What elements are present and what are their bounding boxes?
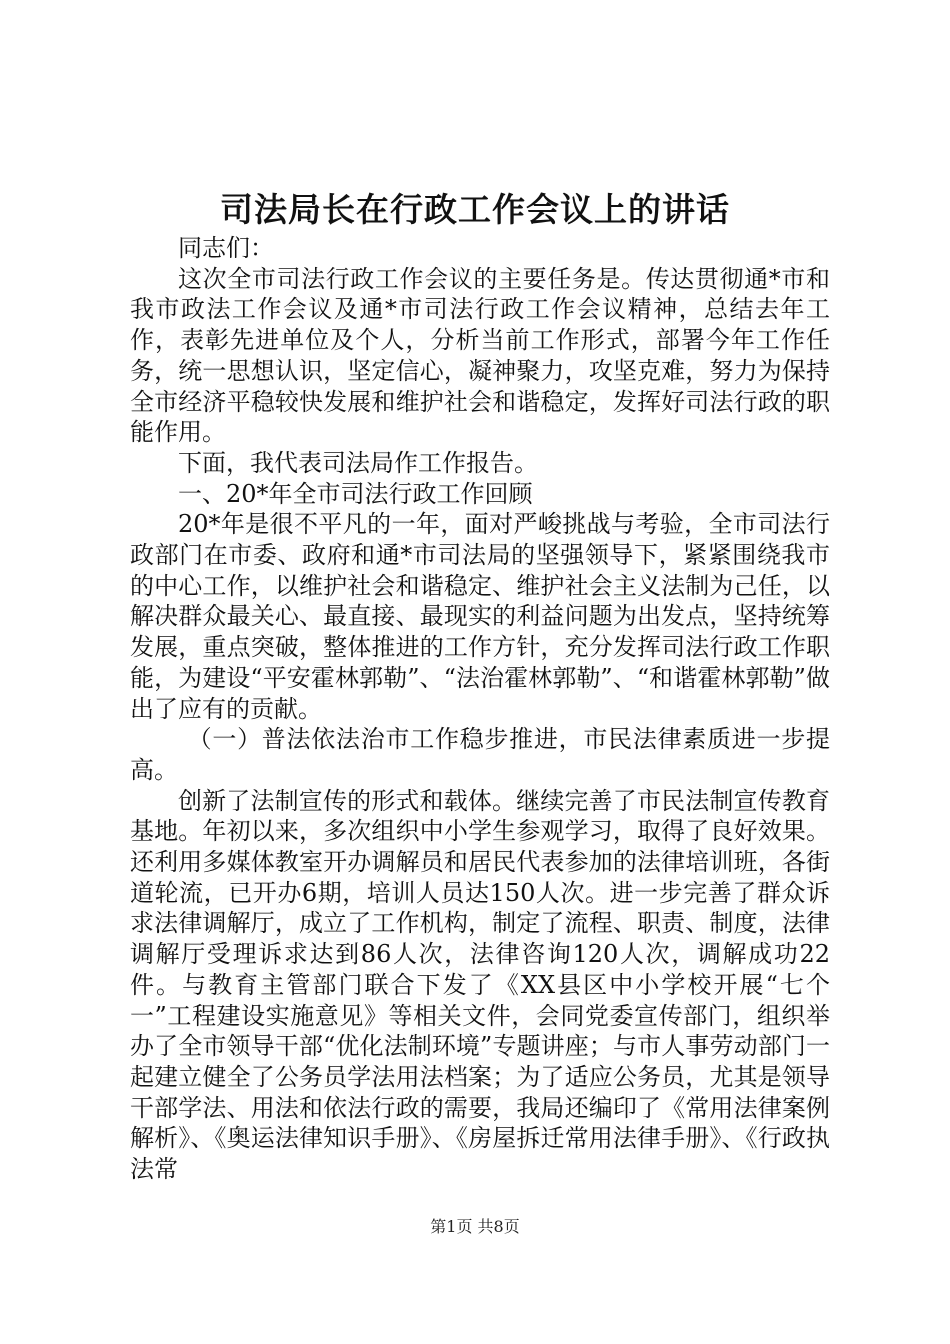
body-paragraph: 这次全市司法行政工作会议的主要任务是。传达贯彻通*市和我市政法工作会议及通*市司法行政工作会议精神，总结去年工作，表彰先进单位及个人，分析当前工作形式，部署今年工作任务，统一思想认识，坚定信心，凝神聚力，攻坚克难，努力为保持全市经济平稳较快发展和维护社会和谐稳定，发挥好司法行政的职能作用。 — [130, 264, 830, 447]
body-paragraph: 20*年是很不平凡的一年，面对严峻挑战与考验，全市司法行政部门在市委、政府和通*市司法局的坚强领导下，紧紧围绕我市的中心工作，以维护社会和谐稳定、维护社会主义法制为己任，以解决群众最关心、最直接、最现实的利益问题为出发点，坚持统筹发展，重点突破，整体推进的工作方针，充分发挥司法行政工作职能，为建设“平安霍林郭勒”、“法治霍林郭勒”、“和谐霍林郭勒”做出了应有的贡献。 — [130, 510, 830, 723]
section-heading: 一、20*年全市司法行政工作回顾 — [178, 479, 533, 508]
subsection-heading: （一）普法依法治市工作稳步推进，市民法律素质进一步提高。 — [130, 725, 830, 784]
page-number-footer: 第1页 共8页 — [430, 1217, 520, 1236]
body-paragraph: 创新了法制宣传的形式和载体。继续完善了市民法制宣传教育基地。年初以来，多次组织中小学生参观学习，取得了良好效果。还利用多媒体教室开办调解员和居民代表参加的法律培训班，各街道轮流，已开办6期，培训人员达150人次。进一步完善了群众诉求法律调解厅，成立了工作机构，制定了流程、职责、制度，法律调解厅受理诉求达到86人次，法律咨询120人次，调解成功22件。与教育主管部门联合下发了《XX县区中小学校开展“七个一”工程建设实施意见》等相关文件，会同党委宣传部门，组织举办了全市领导干部“优化法制环境”专题讲座；与市人事劳动部门一起建立健全了公务员学法用法档案；为了适应公务员，尤其是领导干部学法、用法和依法行政的需要，我局还编印了《常用法律案例解析》、《奥运法律知识手册》、《房屋拆迁常用法律手册》、《行政执法常 — [130, 786, 830, 1184]
document-title: 司法局长在行政工作会议上的讲话 — [220, 190, 730, 229]
salutation-paragraph: 同志们： — [178, 234, 274, 262]
body-paragraph: 下面，我代表司法局作工作报告。 — [178, 448, 538, 477]
document-body — [130, 233, 830, 1185]
